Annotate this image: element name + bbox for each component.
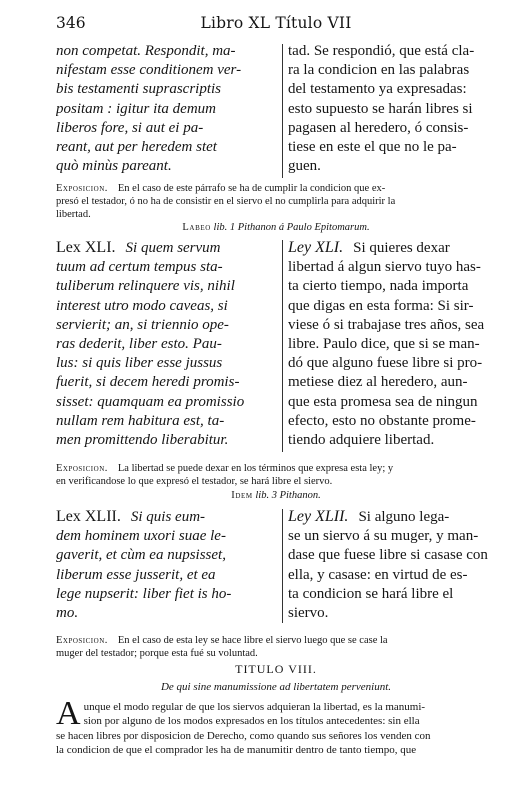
- spanish-line: que esta promesa sea de ningun: [288, 393, 478, 410]
- exposicion-note: [56, 462, 496, 488]
- ley-heading: Ley XLI.: [288, 239, 344, 256]
- lex-heading: Lex XLI.: [56, 239, 116, 256]
- spanish-line: tiendo adquiere libertad.: [288, 432, 435, 449]
- body-paragraph: [56, 695, 496, 757]
- page-header: [56, 14, 496, 38]
- latin-column: [56, 42, 278, 176]
- spanish-line: efecto, esto no obstante prome-: [288, 412, 476, 429]
- latin-line: lus: si quis liber esse jussus: [56, 355, 223, 372]
- column-divider: [282, 509, 283, 623]
- spanish-line: viese ó si trabajase tres años, sea: [288, 316, 485, 333]
- body-line: la condicion de que el comprador les ha de manumitir dentro de tanto tiempo, que: [56, 744, 417, 756]
- spanish-line: tiese en este el que no le pa-: [288, 139, 457, 156]
- exposicion-text: En el caso de esta ley se hace libre el siervo luego que se case la: [117, 635, 388, 646]
- latin-line: nullam rem habitura est, ta-: [56, 412, 225, 429]
- spanish-line: metiese diez al heredero, aun-: [288, 374, 468, 391]
- running-head: Libro XL Título VII: [200, 14, 352, 32]
- exposicion-text: libertad.: [56, 209, 91, 220]
- exposicion-text: muger del testador; porque esta fué su voluntad.: [56, 648, 258, 659]
- latin-line: interest utro modo caveas, si: [56, 297, 228, 314]
- body-line: se hacen libres por disposicion de Derecho, como quando sus señores los venden con: [56, 730, 431, 742]
- lex-42-block: [56, 507, 496, 625]
- latin-line: non competat. Respondit, ma-: [56, 43, 236, 59]
- latin-line: liberum esse jusserit, et ea: [56, 566, 216, 583]
- spanish-line: ta cierto tiempo, nada importa: [288, 278, 469, 295]
- latin-line: gaverit, et cùm ea nupsisset,: [56, 547, 226, 564]
- exposicion-label: Exposicion.: [56, 183, 108, 194]
- exposicion-text: En el caso de este párrafo se ha de cumplir la condicion que ex-: [117, 183, 386, 194]
- latin-line: quò minùs pareant.: [56, 158, 172, 175]
- spanish-line: se un siervo á su muger, y man-: [288, 528, 479, 545]
- spanish-line: Si alguno lega-: [358, 509, 450, 525]
- latin-line: servierit; an, si triennio ope-: [56, 316, 229, 333]
- spanish-column: [288, 507, 498, 623]
- latin-line: liberos fore, si aut ei pa-: [56, 119, 204, 136]
- source-citation: [56, 490, 496, 501]
- latin-line: men promittendo liberabitur.: [56, 432, 229, 449]
- spanish-line: ta condicion se hará libre el: [288, 585, 454, 602]
- exposicion-label: Exposicion.: [56, 635, 108, 646]
- exposicion-text: en verificandose lo que expresó el testador, se hará libre el siervo.: [56, 476, 333, 487]
- spanish-line: que digas en esta forma: Si sir-: [288, 297, 474, 314]
- spanish-line: del testamento ya expresadas:: [288, 81, 467, 98]
- ley-heading: Ley XLII.: [288, 508, 349, 525]
- latin-column: [56, 507, 278, 623]
- spanish-line: dó que alguno fuese libre si pro-: [288, 355, 483, 372]
- latin-line: lege nupserit: liber fiet is ho-: [56, 585, 232, 602]
- lex-41-block: [56, 238, 496, 452]
- latin-line: Si quis eum-: [130, 509, 206, 525]
- citation-author: Labeo: [182, 222, 211, 233]
- source-citation: [56, 222, 496, 233]
- citation-work: lib. 1 Pithanon á Paulo Epitomarum.: [213, 222, 370, 233]
- body-line: sion por alguno de los modos expresados en los títulos antecedentes: sin ella: [83, 715, 420, 727]
- drop-capital: A: [56, 695, 81, 732]
- exposicion-note: [56, 634, 496, 660]
- spanish-line: dase que fuese libre si casase con: [288, 547, 488, 564]
- spanish-line: tad. Se respondió, que está cla-: [288, 43, 475, 59]
- latin-line: Si quem servum: [125, 240, 221, 256]
- column-divider: [282, 240, 283, 452]
- continuation-block: [56, 42, 496, 178]
- spanish-line: esto supuesto se harán libres si: [288, 100, 473, 117]
- body-line: unque el modo regular de que los siervos adquieran la libertad, es la manumi-: [83, 701, 426, 713]
- spanish-line: pagasen al heredero, ó consis-: [288, 119, 469, 136]
- citation-work: lib. 3 Pithanon.: [255, 490, 321, 501]
- latin-line: reant, aut per heredem stet: [56, 139, 217, 156]
- exposicion-text: presó el testador, ó no ha de consistir en el siervo el no cumplirla para adquirir la: [56, 196, 396, 207]
- latin-line: positam : igitur ita demum: [56, 100, 216, 117]
- spanish-line: ella, y casase: en virtud de es-: [288, 566, 468, 583]
- column-divider: [282, 44, 283, 178]
- spanish-line: Si quieres dexar: [353, 240, 450, 256]
- latin-line: nifestam esse conditionem ver-: [56, 62, 242, 79]
- latin-line: fuerit, si decem heredi promis-: [56, 374, 240, 391]
- latin-line: tuliberum relinquere vis, nihil: [56, 278, 235, 295]
- spanish-line: libre. Paulo dice, que si se man-: [288, 336, 480, 353]
- exposicion-note: [56, 182, 496, 221]
- exposicion-text: La libertad se puede dexar en los términos que expresa esta ley; y: [117, 463, 394, 474]
- latin-line: dem hominem uxori suae le-: [56, 528, 226, 545]
- latin-line: tuum ad certum tempus sta-: [56, 259, 223, 276]
- latin-line: sisset: quamquam ea promissio: [56, 393, 245, 410]
- latin-line: ras dederit, liber esto. Pau-: [56, 336, 222, 353]
- spanish-line: guen.: [288, 158, 321, 175]
- spanish-column: [288, 42, 498, 176]
- section-subtitle: De qui sine manumissione ad libertatem perveniunt.: [160, 681, 392, 693]
- spanish-line: libertad á algun siervo tuyo has-: [288, 259, 481, 276]
- citation-author: Idem: [231, 490, 253, 501]
- exposicion-label: Exposicion.: [56, 463, 108, 474]
- page-number: 346: [56, 14, 86, 32]
- latin-line: bis testamenti suprascriptis: [56, 81, 222, 98]
- latin-line: mo.: [56, 605, 79, 622]
- latin-column: [56, 238, 278, 450]
- spanish-line: siervo.: [288, 605, 329, 622]
- section-heading: TITULO VIII.: [235, 662, 317, 676]
- spanish-column: [288, 238, 498, 450]
- lex-heading: Lex XLII.: [56, 508, 121, 525]
- spanish-line: ra la condicion en las palabras: [288, 62, 470, 79]
